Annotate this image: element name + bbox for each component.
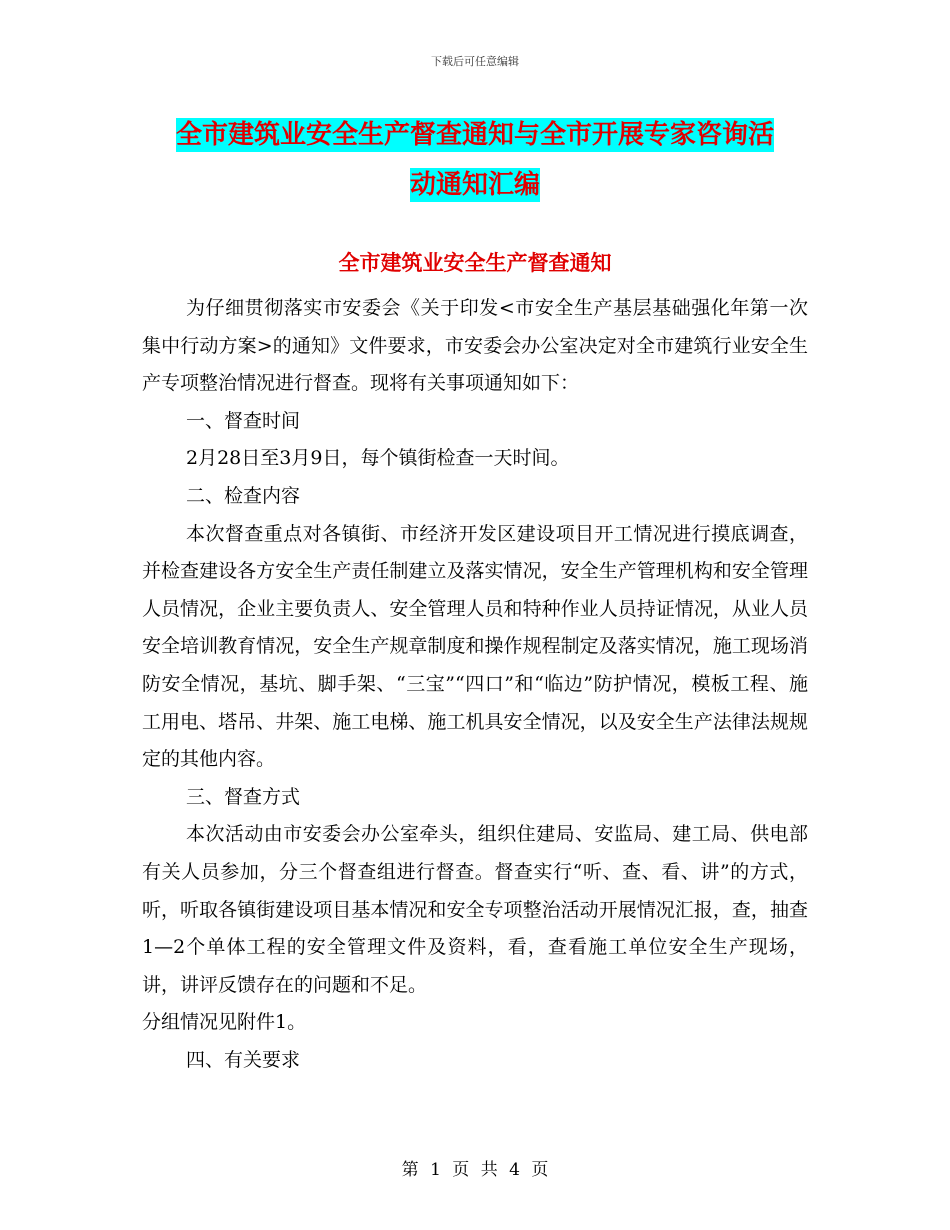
- heading-inspection-content: 二、检查内容: [186, 484, 301, 507]
- header-note: 下载后可任意编辑: [431, 55, 519, 68]
- heading-requirements: 四、有关要求: [186, 1048, 301, 1071]
- paragraph-inspection-method: 本次活动由市安委会办公室牵头，组织住建局、安监局、建工局、供电部有关人员参加，分三个督查组进行督查。督查实行“听、查、看、讲”的方式，听，听取各镇街建设项目基本情况和安全专项整治活动开展情况汇报，查，抽查1—2个单体工程的安全管理文件及资料，看，查看施工单位安全生产现场，讲，讲评反馈存在的问题和不足。: [142, 823, 808, 996]
- title-line-1: 全市建筑业安全生产督查通知与全市开展专家咨询活: [175, 120, 774, 150]
- document-body: [142, 290, 808, 1079]
- paragraph-intro: 为仔细贯彻落实市安委会《关于印发<市安全生产基层基础强化年第一次集中行动方案>的通知》文件要求，市安委会办公室决定对全市建筑行业安全生产专项整治情况进行督查。现将有关事项通知如下：: [142, 297, 808, 395]
- heading-inspection-time: 一、督查时间: [186, 409, 301, 432]
- section-title: 全市建筑业安全生产督查通知: [338, 251, 612, 275]
- paragraph-inspection-content: 本次督查重点对各镇街、市经济开发区建设项目开工情况进行摸底调查，并检查建设各方安全生产责任制建立及落实情况，安全生产管理机构和安全管理人员情况，企业主要负责人、安全管理人员和特种作业人员持证情况，从业人员安全培训教育情况，安全生产规章制度和操作规程制定及落实情况，施工现场消防安全情况，基坑、脚手架、“三宝”“四口”和“临边”防护情况，模板工程、施工用电、塔吊、井架、施工电梯、施工机具安全情况，以及安全生产法律法规规定的其他内容。: [142, 522, 808, 771]
- paragraph-grouping: 分组情况见附件1。: [142, 1011, 307, 1034]
- heading-inspection-method: 三、督查方式: [186, 785, 301, 808]
- title-line-2: 动通知汇编: [409, 170, 540, 200]
- document-title: [140, 110, 810, 210]
- paragraph-inspection-dates: 2月28日至3月9日，每个镇街检查一天时间。: [186, 447, 570, 470]
- page-footer: 第 1 页 共 4 页: [401, 1160, 549, 1180]
